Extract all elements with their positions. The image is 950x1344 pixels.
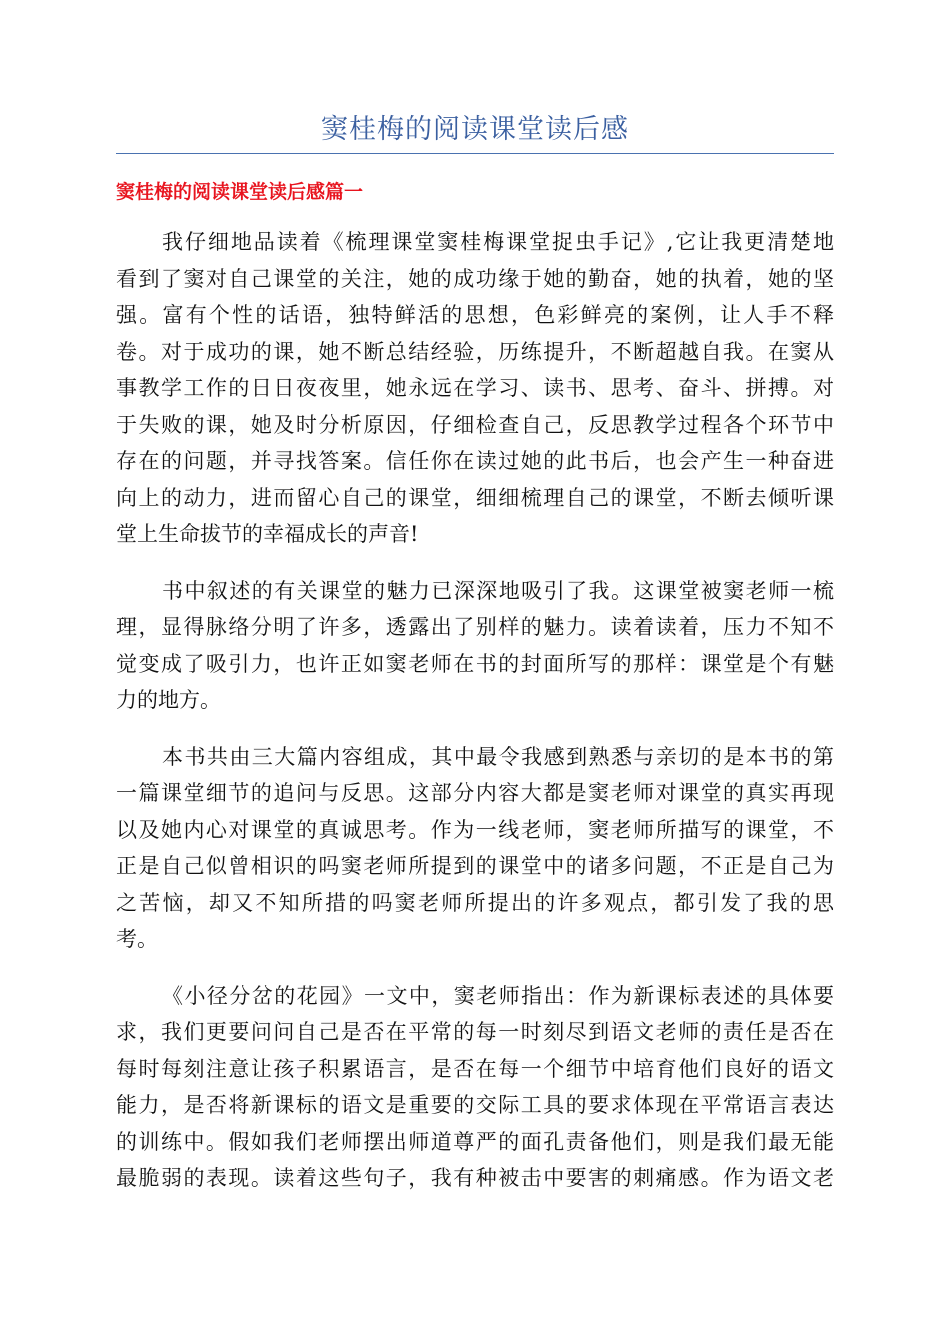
text-line: 堂上生命拔节的幸福成长的声音! xyxy=(116,522,419,546)
text-line: 理，显得脉络分明了许多，透露出了别样的魅力。读着读着，压力不知不 xyxy=(116,615,834,639)
text-line: 书中叙述的有关课堂的魅力已深深地吸引了我。这课堂被窦老师一梳 xyxy=(162,578,834,603)
text-line: 卷。对于成功的课，她不断总结经验，历练提升，不断超越自我。在窦从 xyxy=(116,339,834,364)
paragraph-3 xyxy=(116,739,834,958)
text-line: 的训练中。假如我们老师摆出师道尊严的面孔责备他们，则是我们最无能 xyxy=(116,1129,834,1154)
text-line: 于失败的课，她及时分析原因，仔细检查自己，反思教学过程各个环节中 xyxy=(116,412,834,437)
text-line: 存在的问题，并寻找答案。信任你在读过她的此书后，也会产生一种奋进 xyxy=(116,449,834,473)
text-line: 能力，是否将新课标的语文是重要的交际工具的要求体现在平常语言表达 xyxy=(116,1093,834,1117)
paragraph-2 xyxy=(116,573,834,719)
text-line: 《小径分岔的花园》一文中，窦老师指出：作为新课标表述的具体要 xyxy=(162,983,834,1008)
text-line: 强。富有个性的话语，独特鲜活的思想，色彩鲜亮的案例，让人手不释 xyxy=(116,303,834,327)
document-title: 窦桂梅的阅读课堂读后感 xyxy=(321,114,629,145)
section-heading: 窦桂梅的阅读课堂读后感篇一 xyxy=(116,181,364,203)
text-line: 每时每刻注意让孩子积累语言，是否在每一个细节中培育他们良好的语文 xyxy=(116,1056,834,1081)
text-line: 求，我们更要问问自己是否在平常的每一时刻尽到语文老师的责任是否在 xyxy=(116,1020,834,1044)
text-line: 之苦恼，却又不知所措的吗窦老师所提出的许多观点，都引发了我的思 xyxy=(116,890,834,915)
text-line: 事教学工作的日日夜夜里，她永远在学习、读书、思考、奋斗、拼搏。对 xyxy=(116,376,834,400)
text-line: 向上的动力，进而留心自己的课堂，细细梳理自己的课堂，不断去倾听课 xyxy=(116,485,834,510)
title-divider xyxy=(116,153,834,154)
paragraph-4 xyxy=(116,978,834,1197)
text-line: 一篇课堂细节的追问与反思。这部分内容大都是窦老师对课堂的真实再现 xyxy=(116,781,834,805)
text-line: 看到了窦对自己课堂的关注，她的成功缘于她的勤奋，她的执着，她的坚 xyxy=(116,266,834,291)
text-line: 以及她内心对课堂的真诚思考。作为一线老师，窦老师所描写的课堂，不 xyxy=(116,817,834,842)
text-line: 力的地方。 xyxy=(116,688,221,712)
text-line: 觉变成了吸引力，也许正如窦老师在书的封面所写的那样：课堂是个有魅 xyxy=(116,651,834,676)
text-line: 正是自己似曾相识的吗窦老师所提到的课堂中的诸多问题，不正是自己为 xyxy=(116,854,834,878)
text-line: 我仔细地品读着《梳理课堂窦桂梅课堂捉虫手记》,它让我更清楚地 xyxy=(162,230,834,254)
document-body xyxy=(116,224,834,1217)
paragraph-1 xyxy=(116,224,834,553)
text-line: 本书共由三大篇内容组成，其中最令我感到熟悉与亲切的是本书的第 xyxy=(162,744,834,769)
text-line: 最脆弱的表现。读着这些句子，我有种被击中要害的刺痛感。作为语文老 xyxy=(116,1166,834,1190)
text-line: 考。 xyxy=(116,927,158,951)
